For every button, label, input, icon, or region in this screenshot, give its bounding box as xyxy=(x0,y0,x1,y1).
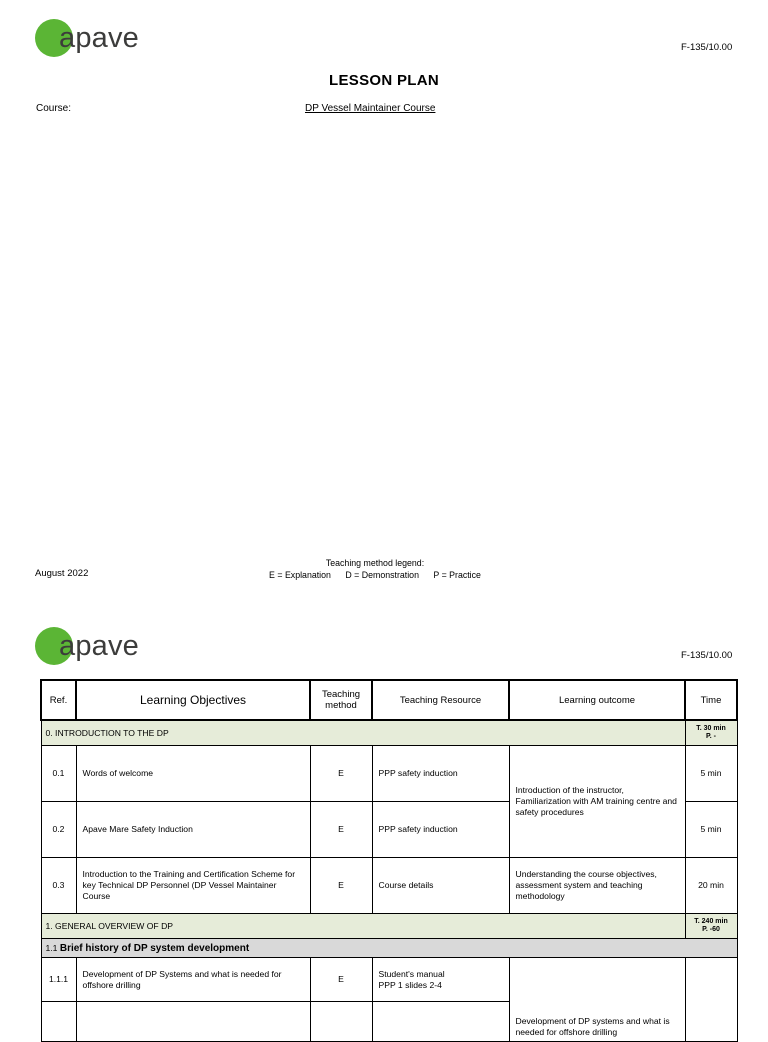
row-resource: PPP safety induction xyxy=(372,746,509,802)
table-row xyxy=(41,858,737,914)
lesson-plan-table xyxy=(40,679,738,1042)
row-ref xyxy=(41,1002,76,1042)
section-row xyxy=(41,720,737,746)
header-teaching-resource: Teaching Resource xyxy=(372,680,509,720)
legend-item-practice: P = Practice xyxy=(433,570,481,580)
form-code-page2: F-135/10.00 xyxy=(681,650,733,661)
teaching-method-legend xyxy=(230,557,520,581)
row-resource xyxy=(372,958,509,1002)
legend-item-explanation: E = Explanation xyxy=(269,570,331,580)
subsection-label: Brief history of DP system development xyxy=(59,942,250,954)
section-time-practice: P. -60 xyxy=(702,926,720,933)
subsection-number: 1.1 xyxy=(45,942,58,953)
section-time-theory: T. 240 min xyxy=(694,918,728,925)
table-row xyxy=(41,958,737,1002)
form-code: F-135/10.00 xyxy=(681,42,733,53)
logo-text: apave xyxy=(59,21,140,54)
row-time: 5 min xyxy=(685,802,737,858)
row-method: E xyxy=(310,858,372,914)
header-time: Time xyxy=(685,680,737,720)
row-method: E xyxy=(310,802,372,858)
row-outcome: Understanding the course objectives, assessment system and teaching methodology xyxy=(509,858,685,914)
row-outcome: Introduction of the instructor, Familiarization with AM training centre and safety procedures xyxy=(509,746,685,858)
section-time xyxy=(685,720,737,746)
section-title: 0. INTRODUCTION TO THE DP xyxy=(41,720,685,746)
section-time-theory: T. 30 min xyxy=(696,725,726,732)
section-time-practice: P. - xyxy=(706,733,716,740)
header-learning-outcome: Learning outcome xyxy=(509,680,685,720)
row-ref: 1.1.1 xyxy=(41,958,76,1002)
row-method: E xyxy=(310,958,372,1002)
row-objective: Words of welcome xyxy=(76,746,310,802)
section-title: 1. GENERAL OVERVIEW OF DP xyxy=(41,914,685,939)
subsection-title xyxy=(41,939,737,958)
row-resource: Course details xyxy=(372,858,509,914)
apave-logo-page2 xyxy=(35,627,139,665)
row-ref: 0.2 xyxy=(41,802,76,858)
row-outcome: Development of DP systems and what is needed for offshore drilling xyxy=(509,958,685,1042)
logo-text: apave xyxy=(59,629,140,662)
header-learning-objectives: Learning Objectives xyxy=(76,680,310,720)
row-objective: Introduction to the Training and Certification Scheme for key Technical DP Personnel (DP Vessel Maintainer Course xyxy=(76,858,310,914)
course-name: DP Vessel Maintainer Course xyxy=(305,103,436,114)
legend-title: Teaching method legend: xyxy=(325,558,425,568)
row-objective: Development of DP Systems and what is needed for offshore drilling xyxy=(76,958,310,1002)
row-objective xyxy=(76,1002,310,1042)
legend-item-demonstration: D = Demonstration xyxy=(345,570,419,580)
row-ref: 0.3 xyxy=(41,858,76,914)
table-header-row xyxy=(41,680,737,720)
table-row xyxy=(41,746,737,802)
section-row xyxy=(41,914,737,939)
subsection-row xyxy=(41,939,737,958)
resource-line: Student's manual xyxy=(378,968,445,979)
resource-line: PPP 1 slides 2-4 xyxy=(378,979,442,990)
document-date: August 2022 xyxy=(35,568,89,579)
row-resource: PPP safety induction xyxy=(372,802,509,858)
page-title: LESSON PLAN xyxy=(329,72,439,89)
row-ref: 0.1 xyxy=(41,746,76,802)
header-teaching-method: Teaching method xyxy=(310,680,372,720)
row-resource xyxy=(372,1002,509,1042)
row-time xyxy=(685,958,737,1042)
row-time: 5 min xyxy=(685,746,737,802)
row-method: E xyxy=(310,746,372,802)
row-time: 20 min xyxy=(685,858,737,914)
header-ref: Ref. xyxy=(41,680,76,720)
row-objective: Apave Mare Safety Induction xyxy=(76,802,310,858)
section-time xyxy=(685,914,737,939)
row-method xyxy=(310,1002,372,1042)
apave-logo xyxy=(35,19,139,57)
course-label: Course: xyxy=(36,103,72,114)
